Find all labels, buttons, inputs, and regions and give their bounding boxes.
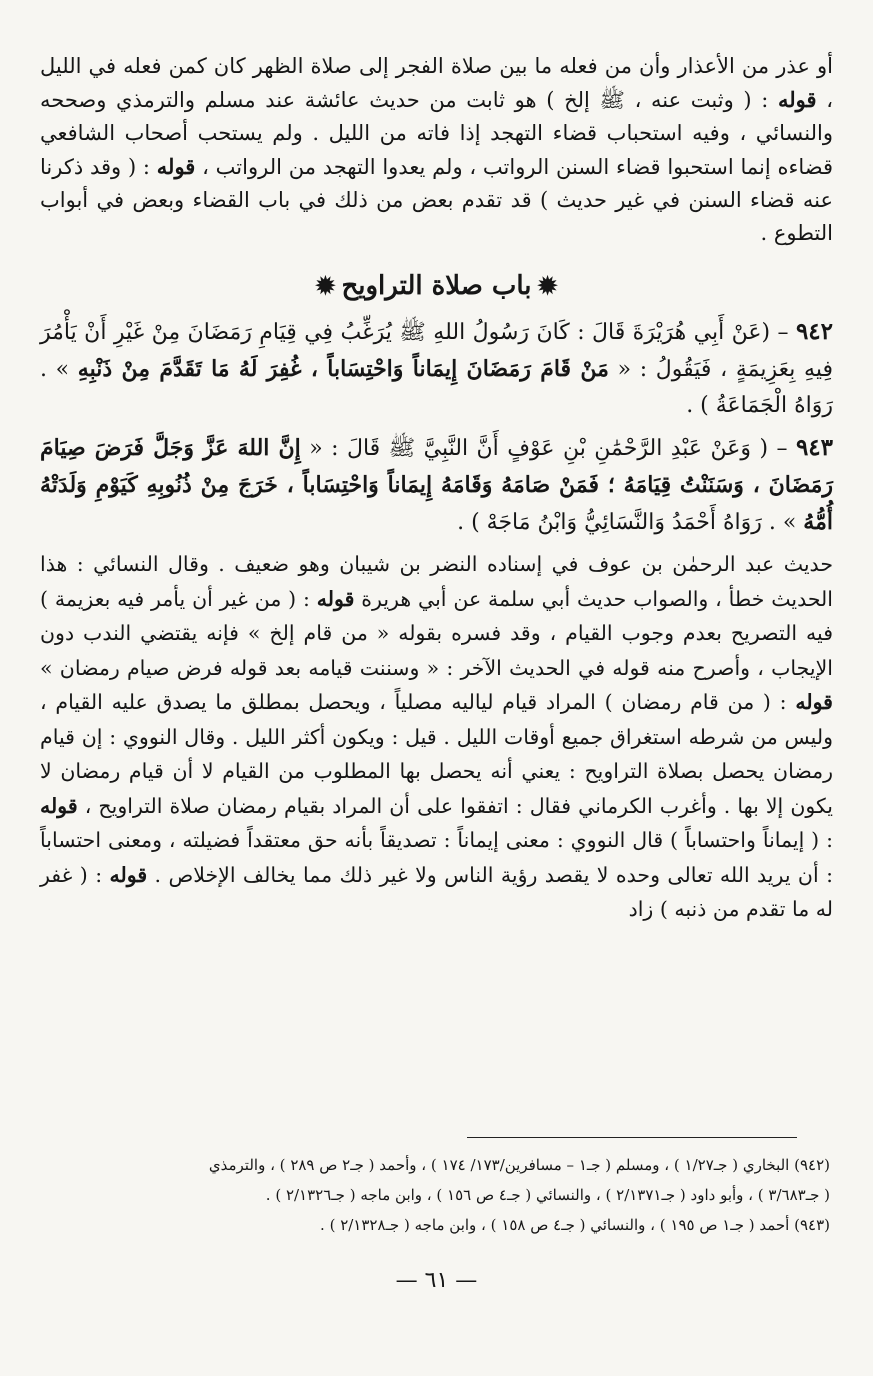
footnote-line: (٩٤٢) البخاري ( جـ١/٢٧ ) ، ومسلم ( جـ١ – مسافرين/١٧٣/ ١٧٤ ) ، وأحمد ( جـ٢ ص ٢٨٩ ) ، والترمذي	[208, 1156, 830, 1174]
intro-text-3: : ( وقد ذكرنا عنه قضاء السنن في غير حديث ) قد تقدم بعض من ذلك في باب القضاء وبعض في أبواب التطوع .	[40, 155, 833, 245]
page-number: — ٦١ —	[395, 1268, 478, 1293]
intro-text-1: أو عذر من الأعذار وأن من فعله ما بين صلاة الفجر إلى صلاة الظهر كان كمن فعله في الليل ،	[40, 54, 834, 112]
commentary-text: : ( إيماناً واحتساباً ) قال النووي : معنى إيماناً : تصديقاً بأنه حق معتقداً فضيلته ، ومعنى احتساباً : أن يريد الله تعالى وحده لا يقصد رؤية الناس ولا غير ذلك مما يخالف الإخلاص .	[40, 828, 833, 887]
hadith-quote: إِنَّ اللهَ عَزَّ وَجَلَّ فَرَضَ صِيَامَ رَمَضَانَ ، وَسَنَنْتُ قِيَامَهُ ؛ فَمَنْ صَامَهُ وَقَامَهُ إِيمَاناً وَاحْتِسَاباً ، خَرَجَ مِنْ ذُنُوبِهِ كَيَوْمِ وَلَدَتْهُ أُمُّهُ	[40, 435, 833, 535]
hadith-source: » . رَوَاهُ الْجَمَاعَةُ ) .	[40, 357, 833, 418]
footnote-line: ( جـ٣/٦٨٣ ) ، وأبو داود ( جـ٢/١٣٧١ ) ، والنسائي ( جـ٤ ص ١٥٦ ) ، وابن ماجه ( جـ٢/١٣٢٦ ) .	[265, 1186, 830, 1204]
commentary-text: حديث عبد الرحمٰن بن عوف في إسناده النضر بن شيبان وهو ضعيف . وقال النسائي : هذا الحديث خطأ ، والصواب حديث أبي سلمة عن أبي هريرة	[40, 552, 833, 611]
hadith-text: – ( وَعَنْ عَبْدِ الرَّحْمَٰنِ بْنِ عَوْفٍ أَنَّ النَّبِيَّ ﷺ قَالَ : «	[300, 436, 796, 461]
footnotes	[40, 1150, 830, 1240]
star-ornament-icon: ✹	[537, 271, 558, 300]
intro-text-2: : ( وثبت عنه ، ﷺ إلخ ) هو ثابت من حديث عائشة عند مسلم والترمذي وصححه والنسائي ، وفيه استحباب قضاء التهجد إذا فاته من الليل . ولم يستحب أصحاب الشافعي قضاءه إنما استحبوا قضاء السنن الرواتب ، ولم يعدوا التهجد من الرواتب ،	[40, 88, 833, 179]
commentary-text: : ( غفر له ما تقدم من ذنبه ) زاد	[40, 862, 833, 921]
commentary-keyword: قوله	[795, 690, 833, 714]
hadith-number: ٩٤٢	[795, 318, 833, 345]
page-body	[40, 50, 833, 927]
hadith-source: » . رَوَاهُ أَحْمَدُ وَالنَّسَائِيُّ وَابْنُ مَاجَهْ ) .	[457, 510, 804, 535]
hadith-943	[40, 430, 833, 541]
hadith-text: – (عَنْ أَبِي هُرَيْرَةَ قَالَ : كَانَ رَسُولُ اللهِ ﷺ يُرَغِّبُ فِي قِيَامِ رَمَضَانَ مِنْ غَيْرِ أَنْ يَأْمُرَ فِيهِ بِعَزِيمَةٍ ، فَيَقُولُ : «	[40, 320, 833, 382]
hadith-number: ٩٤٣	[795, 434, 833, 461]
chapter-title: باب صلاة التراويح	[341, 271, 532, 301]
commentary-text: : ( من غير أن يأمر فيه بعزيمة ) فيه التصريح بعدم وجوب القيام ، وقد فسره بقوله « من قام إلخ » فإنه يقتضي الندب دون الإيجاب ، وأصرح منه قوله في الحديث الآخر : « وسننت قيامه بعد قوله فرض صيام رمضان »	[40, 586, 833, 680]
footnote-line: (٩٤٣) أحمد ( جـ١ ص ١٩٥ ) ، والنسائي ( جـ٤ ص ١٥٨ ) ، وابن ماجه ( جـ٢/١٣٢٨ ) .	[320, 1216, 830, 1234]
chapter-heading	[40, 268, 833, 304]
hadith-942	[40, 314, 833, 424]
commentary-paragraph	[40, 547, 833, 927]
footnote-divider	[467, 1137, 797, 1138]
intro-keyword-1: قوله	[778, 87, 817, 112]
commentary-keyword: قوله	[109, 862, 148, 887]
intro-keyword-2: قوله	[156, 154, 196, 179]
hadith-quote: مَنْ قَامَ رَمَضَانَ إِيمَاناً وَاحْتِسَاباً ، غُفِرَ لَهُ مَا تَقَدَّمَ مِنْ ذَنْبِهِ	[77, 356, 609, 382]
intro-paragraph	[40, 50, 833, 250]
commentary-keyword: قوله	[316, 586, 355, 611]
commentary-keyword: قوله	[40, 793, 78, 818]
commentary-text: : ( من قام رمضان ) المراد قيام لياليه مصلياً ، ويحصل بمطلق ما يصدق عليه القيام ، وليس من شرطه استغراق جميع أوقات الليل . قيل : ويكون أكثر الليل . وقال النووي : إن قيام رمضان يحصل بصلاة التراويح : يعني أنه يحصل بها المطلوب من القيام لا أن قيام رمضان لا يكون إلا بها . وأغرب الكرماني فقال : اتفقوا على أن المراد بقيام رمضان صلاة التراويح ،	[40, 690, 833, 818]
star-ornament-icon: ✹	[315, 271, 336, 300]
